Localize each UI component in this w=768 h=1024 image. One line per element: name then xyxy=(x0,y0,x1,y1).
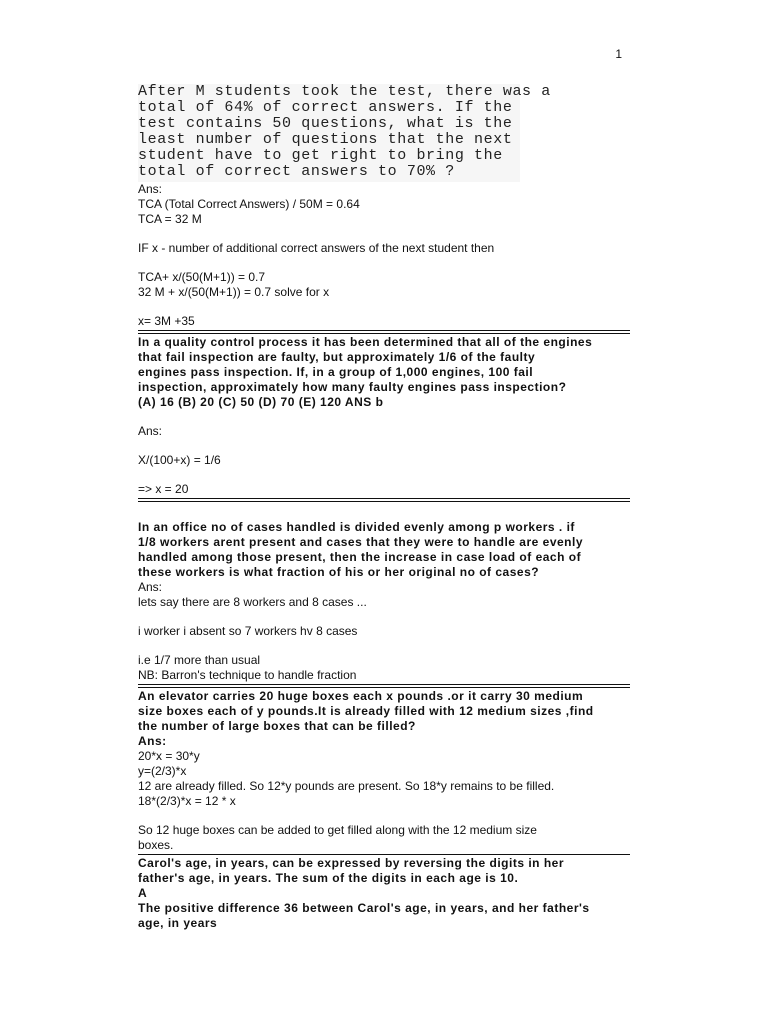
question-line: The positive difference 36 between Carol's age, in years, and her father's xyxy=(138,901,590,915)
section-divider xyxy=(138,854,630,855)
section-divider xyxy=(138,330,630,334)
question-line: student have to get right to bring the xyxy=(138,147,503,164)
answer-line: => x = 20 xyxy=(138,482,189,496)
answer-line: 18*(2/3)*x = 12 * x xyxy=(138,794,236,808)
answer-line: IF x - number of additional correct answers of the next student then xyxy=(138,241,495,255)
question-line: After M students took the test, there was a xyxy=(138,83,551,100)
answer-choice: A xyxy=(138,886,148,900)
question-line: that fail inspection are faulty, but approximately 1/6 of the faulty xyxy=(138,350,536,364)
section-divider xyxy=(138,684,630,688)
answer-line: boxes. xyxy=(138,838,174,852)
question-line: these workers is what fraction of his or her original no of cases? xyxy=(138,565,540,579)
answer-line: 12 are already filled. So 12*y pounds are present. So 18*y remains to be filled. xyxy=(138,779,555,793)
answer-label: Ans: xyxy=(138,424,163,438)
answer-line: y=(2/3)*x xyxy=(138,764,187,778)
answer-line: i.e 1/7 more than usual xyxy=(138,653,261,667)
question-5-text xyxy=(138,856,630,931)
answer-1 xyxy=(138,182,630,329)
question-line: In an office no of cases handled is divided evenly among p workers . if xyxy=(138,520,575,534)
answer-line: NB: Barron's technique to handle fraction xyxy=(138,668,357,682)
question-line: engines pass inspection. If, in a group of 1,000 engines, 100 fail xyxy=(138,365,534,379)
answer-line: So 12 huge boxes can be added to get filled along with the 12 medium size xyxy=(138,823,537,837)
section-divider xyxy=(138,498,630,502)
answer-line: x= 3M +35 xyxy=(138,314,195,328)
page-number: 1 xyxy=(615,47,622,61)
question-line: size boxes each of y pounds.It is already filled with 12 medium sizes ,find xyxy=(138,704,594,718)
question-1-text xyxy=(138,83,551,182)
document-body xyxy=(138,84,630,931)
answer-3 xyxy=(138,580,630,683)
question-line: test contains 50 questions, what is the xyxy=(138,115,513,132)
question-line: the number of large boxes that can be filled? xyxy=(138,719,416,733)
question-line: inspection, approximately how many faulty engines pass inspection? xyxy=(138,380,567,394)
question-line: handled among those present, then the increase in case load of each of xyxy=(138,550,582,564)
answer-4 xyxy=(138,749,630,853)
answer-line: TCA = 32 M xyxy=(138,212,202,226)
answer-label: Ans: xyxy=(138,580,163,594)
question-line: In a quality control process it has been determined that all of the engines xyxy=(138,335,593,349)
question-2-text xyxy=(138,335,630,410)
answer-line: X/(100+x) = 1/6 xyxy=(138,453,221,467)
answer-label: Ans: xyxy=(138,182,163,196)
answer-line: lets say there are 8 workers and 8 cases ... xyxy=(138,595,367,609)
question-4-text xyxy=(138,689,630,749)
answer-line: 32 M + x/(50(M+1)) = 0.7 solve for x xyxy=(138,285,330,299)
question-line: An elevator carries 20 huge boxes each x pounds .or it carry 30 medium xyxy=(138,689,584,703)
question-line: Carol's age, in years, can be expressed by reversing the digits in her xyxy=(138,856,565,870)
answer-line: 20*x = 30*y xyxy=(138,749,200,763)
answer-line: i worker i absent so 7 workers hv 8 cases xyxy=(138,624,358,638)
answer-2 xyxy=(138,410,630,497)
question-3-text xyxy=(138,520,630,580)
question-line: least number of questions that the next xyxy=(138,131,513,148)
answer-label: Ans: xyxy=(138,734,167,748)
question-line: (A) 16 (B) 20 (C) 50 (D) 70 (E) 120 ANS b xyxy=(138,395,384,409)
answer-line: TCA+ x/(50(M+1)) = 0.7 xyxy=(138,270,266,284)
answer-line: TCA (Total Correct Answers) / 50M = 0.64 xyxy=(138,197,360,211)
question-line: age, in years xyxy=(138,916,218,930)
question-line: total of 64% of correct answers. If the xyxy=(138,99,513,116)
question-line: 1/8 workers arent present and cases that they were to handle are evenly xyxy=(138,535,584,549)
question-line: total of correct answers to 70% ? xyxy=(138,163,455,180)
question-line: father's age, in years. The sum of the digits in each age is 10. xyxy=(138,871,519,885)
